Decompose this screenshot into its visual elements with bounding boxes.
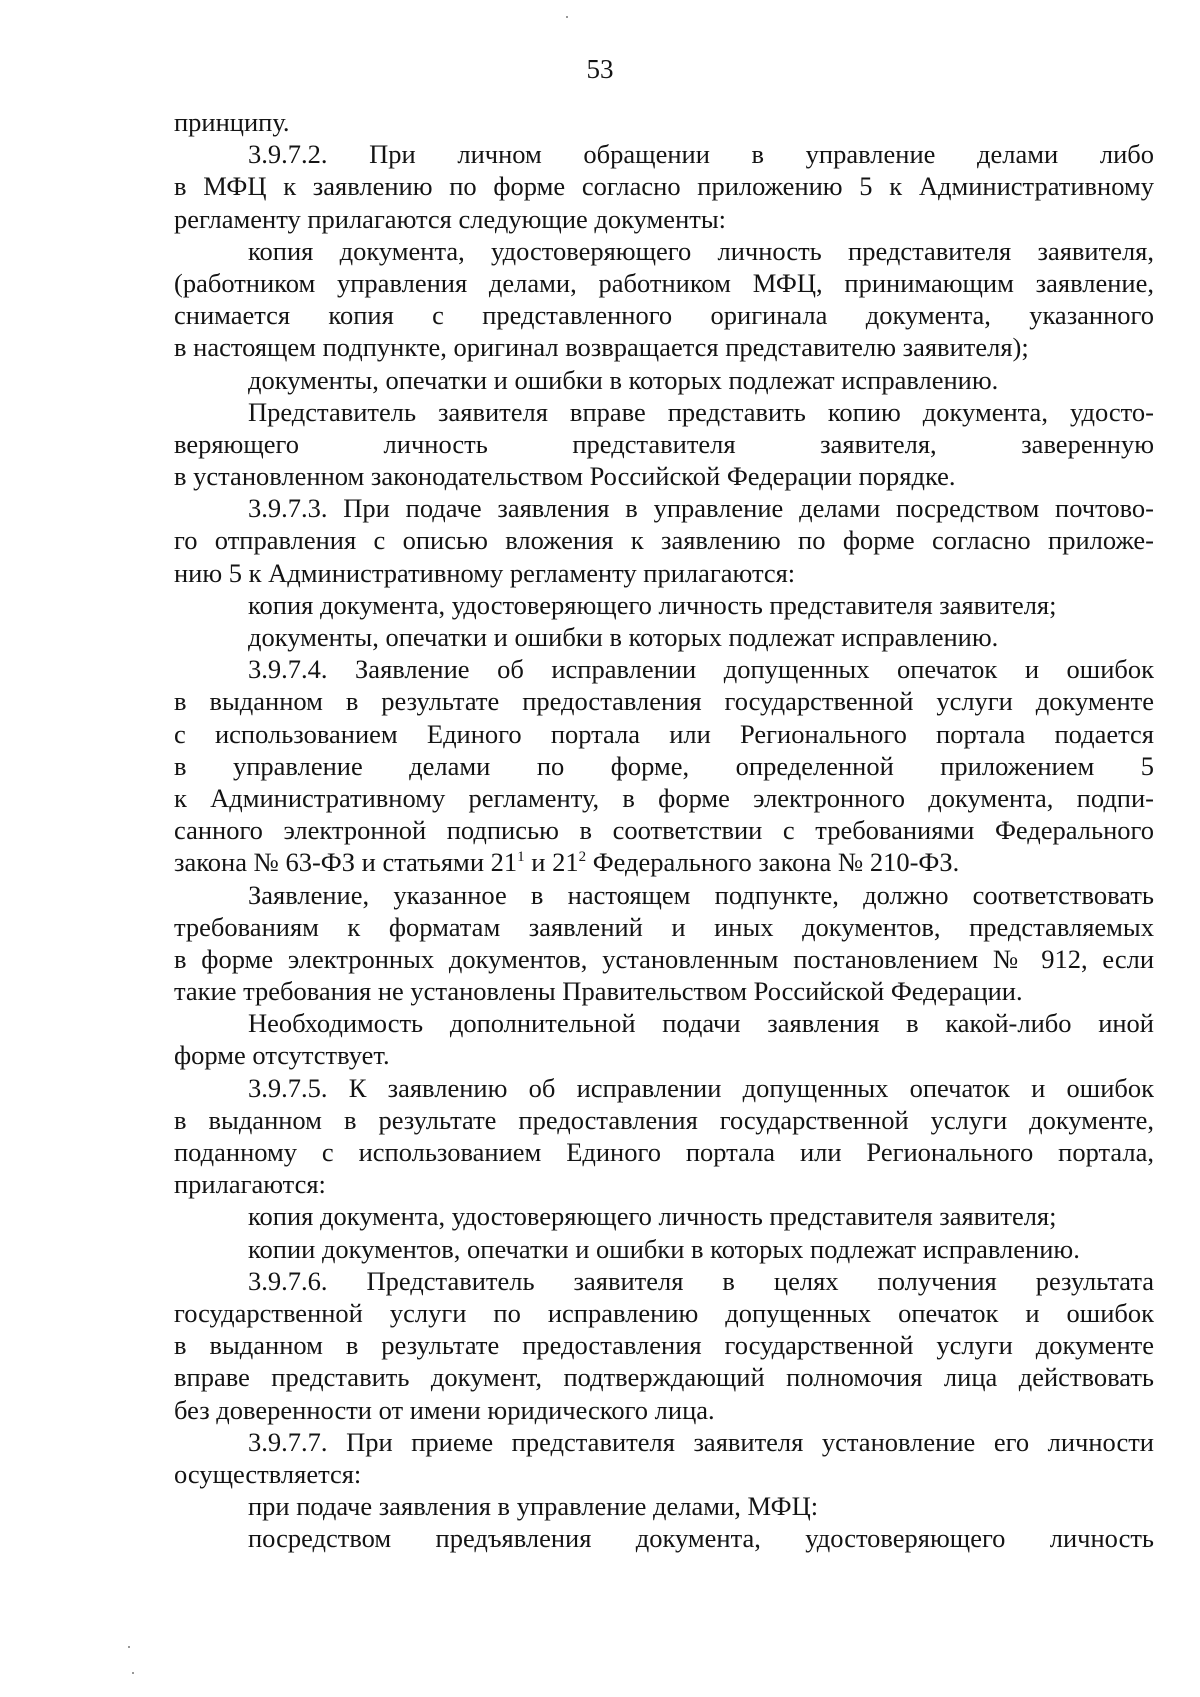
superscript: 2 <box>578 849 587 866</box>
text-line: такие требования не установлены Правительством Российской Федерации. <box>174 976 1023 1007</box>
text-line: снимается копия с представленного оригинала документа, указанного <box>174 300 1154 331</box>
text-line: регламенту прилагаются следующие документы: <box>174 203 726 234</box>
text-line: веряющего личность представителя заявителя, заверенную <box>174 428 1154 459</box>
text-line: в выданном в результате предоставления государственной услуги документе <box>174 686 1154 717</box>
text-line: в установленном законодательством Российской Федерации порядке. <box>174 461 956 492</box>
text-line: осуществляется: <box>174 1458 362 1489</box>
text-line: к Административному регламенту, в форме электронного документа, подпи- <box>174 782 1154 813</box>
text-line: копия документа, удостоверяющего личность представителя заявителя; <box>248 589 1057 620</box>
text-line: санного электронной подписью в соответствии с требованиями Федерального <box>174 815 1154 846</box>
text-line: документы, опечатки и ошибки в которых подлежат исправлению. <box>248 364 999 395</box>
text-line: копия документа, удостоверяющего личность представителя заявителя; <box>248 1201 1057 1232</box>
text-line: копия документа, удостоверяющего личность представителя заявителя, <box>248 235 1154 266</box>
text-line: в настоящем подпункте, оригинал возвращается представителю заявителя); <box>174 332 1029 363</box>
text-line: 3.9.7.6. Представитель заявителя в целях получения результата <box>248 1265 1154 1296</box>
text-line: документы, опечатки и ошибки в которых подлежат исправлению. <box>248 622 999 652</box>
text-line: поданному с использованием Единого портала или Регионального портала, <box>174 1137 1154 1167</box>
text-line: принципу. <box>174 107 290 137</box>
scan-speck <box>128 1646 130 1648</box>
text-line: в выданном в результате предоставления государственной услуги документе, <box>174 1104 1154 1135</box>
text-line: с использованием Единого портала или Регионального портала подается <box>174 718 1154 749</box>
page-number: 53 <box>586 54 614 84</box>
text-line: Заявление, указанное в настоящем подпункте, должно соответствовать <box>248 879 1154 910</box>
text-line: без доверенности от имени юридического лица. <box>174 1394 715 1425</box>
text-fragment: и 21 <box>524 847 579 878</box>
text-line: в МФЦ к заявлению по форме согласно приложению 5 к Административному <box>174 171 1154 202</box>
text-line: форме отсутствует. <box>174 1040 390 1071</box>
text-line: прилагаются: <box>174 1169 326 1200</box>
text-fragment: закона № 63-ФЗ и статьями 21 <box>174 847 518 878</box>
text-line: посредством предъявления документа, удостоверяющего личность <box>248 1523 1154 1554</box>
text-line: 3.9.7.7. При приеме представителя заявителя установление его личности <box>248 1426 1154 1457</box>
text-line: государственной услуги по исправлению допущенных опечаток и ошибок <box>174 1297 1154 1328</box>
scan-speck <box>566 16 568 18</box>
text-line: 3.9.7.3. При подаче заявления в управление делами посредством почтово- <box>248 493 1154 524</box>
text-line: в форме электронных документов, установленным постановлением № 912, если <box>174 943 1154 974</box>
text-line: требованиям к форматам заявлений и иных документов, представляемых <box>174 911 1154 942</box>
superscript: 1 <box>517 849 525 866</box>
text-line: (работником управления делами, работником МФЦ, принимающим заявление, <box>174 267 1154 298</box>
text-line: в выданном в результате предоставления государственной услуги документе <box>174 1330 1154 1361</box>
text-line: 3.9.7.2. При личном обращении в управление делами либо <box>248 139 1154 170</box>
document-body <box>174 106 1154 1554</box>
text-line: копии документов, опечатки и ошибки в которых подлежат исправлению. <box>248 1233 1080 1264</box>
text-line-law-reference <box>174 846 1154 878</box>
text-line: го отправления с описью вложения к заявлению по форме согласно приложе- <box>174 525 1154 556</box>
text-line: при подаче заявления в управление делами, МФЦ: <box>248 1491 819 1522</box>
text-line: 3.9.7.5. К заявлению об исправлении допущенных опечаток и ошибок <box>248 1072 1154 1103</box>
text-line: нию 5 к Административному регламенту прилагаются: <box>174 557 796 588</box>
text-line: в управление делами по форме, определенной приложением 5 <box>174 750 1154 781</box>
text-fragment: Федерального закона № 210-ФЗ. <box>586 847 960 878</box>
text-line: вправе представить документ, подтверждающий полномочия лица действовать <box>174 1362 1154 1393</box>
text-line: Необходимость дополнительной подачи заявления в какой-либо иной <box>248 1008 1154 1039</box>
text-line: Представитель заявителя вправе представить копию документа, удосто- <box>248 396 1154 427</box>
text-line: 3.9.7.4. Заявление об исправлении допущенных опечаток и ошибок <box>248 654 1154 685</box>
scan-speck <box>132 1672 134 1674</box>
